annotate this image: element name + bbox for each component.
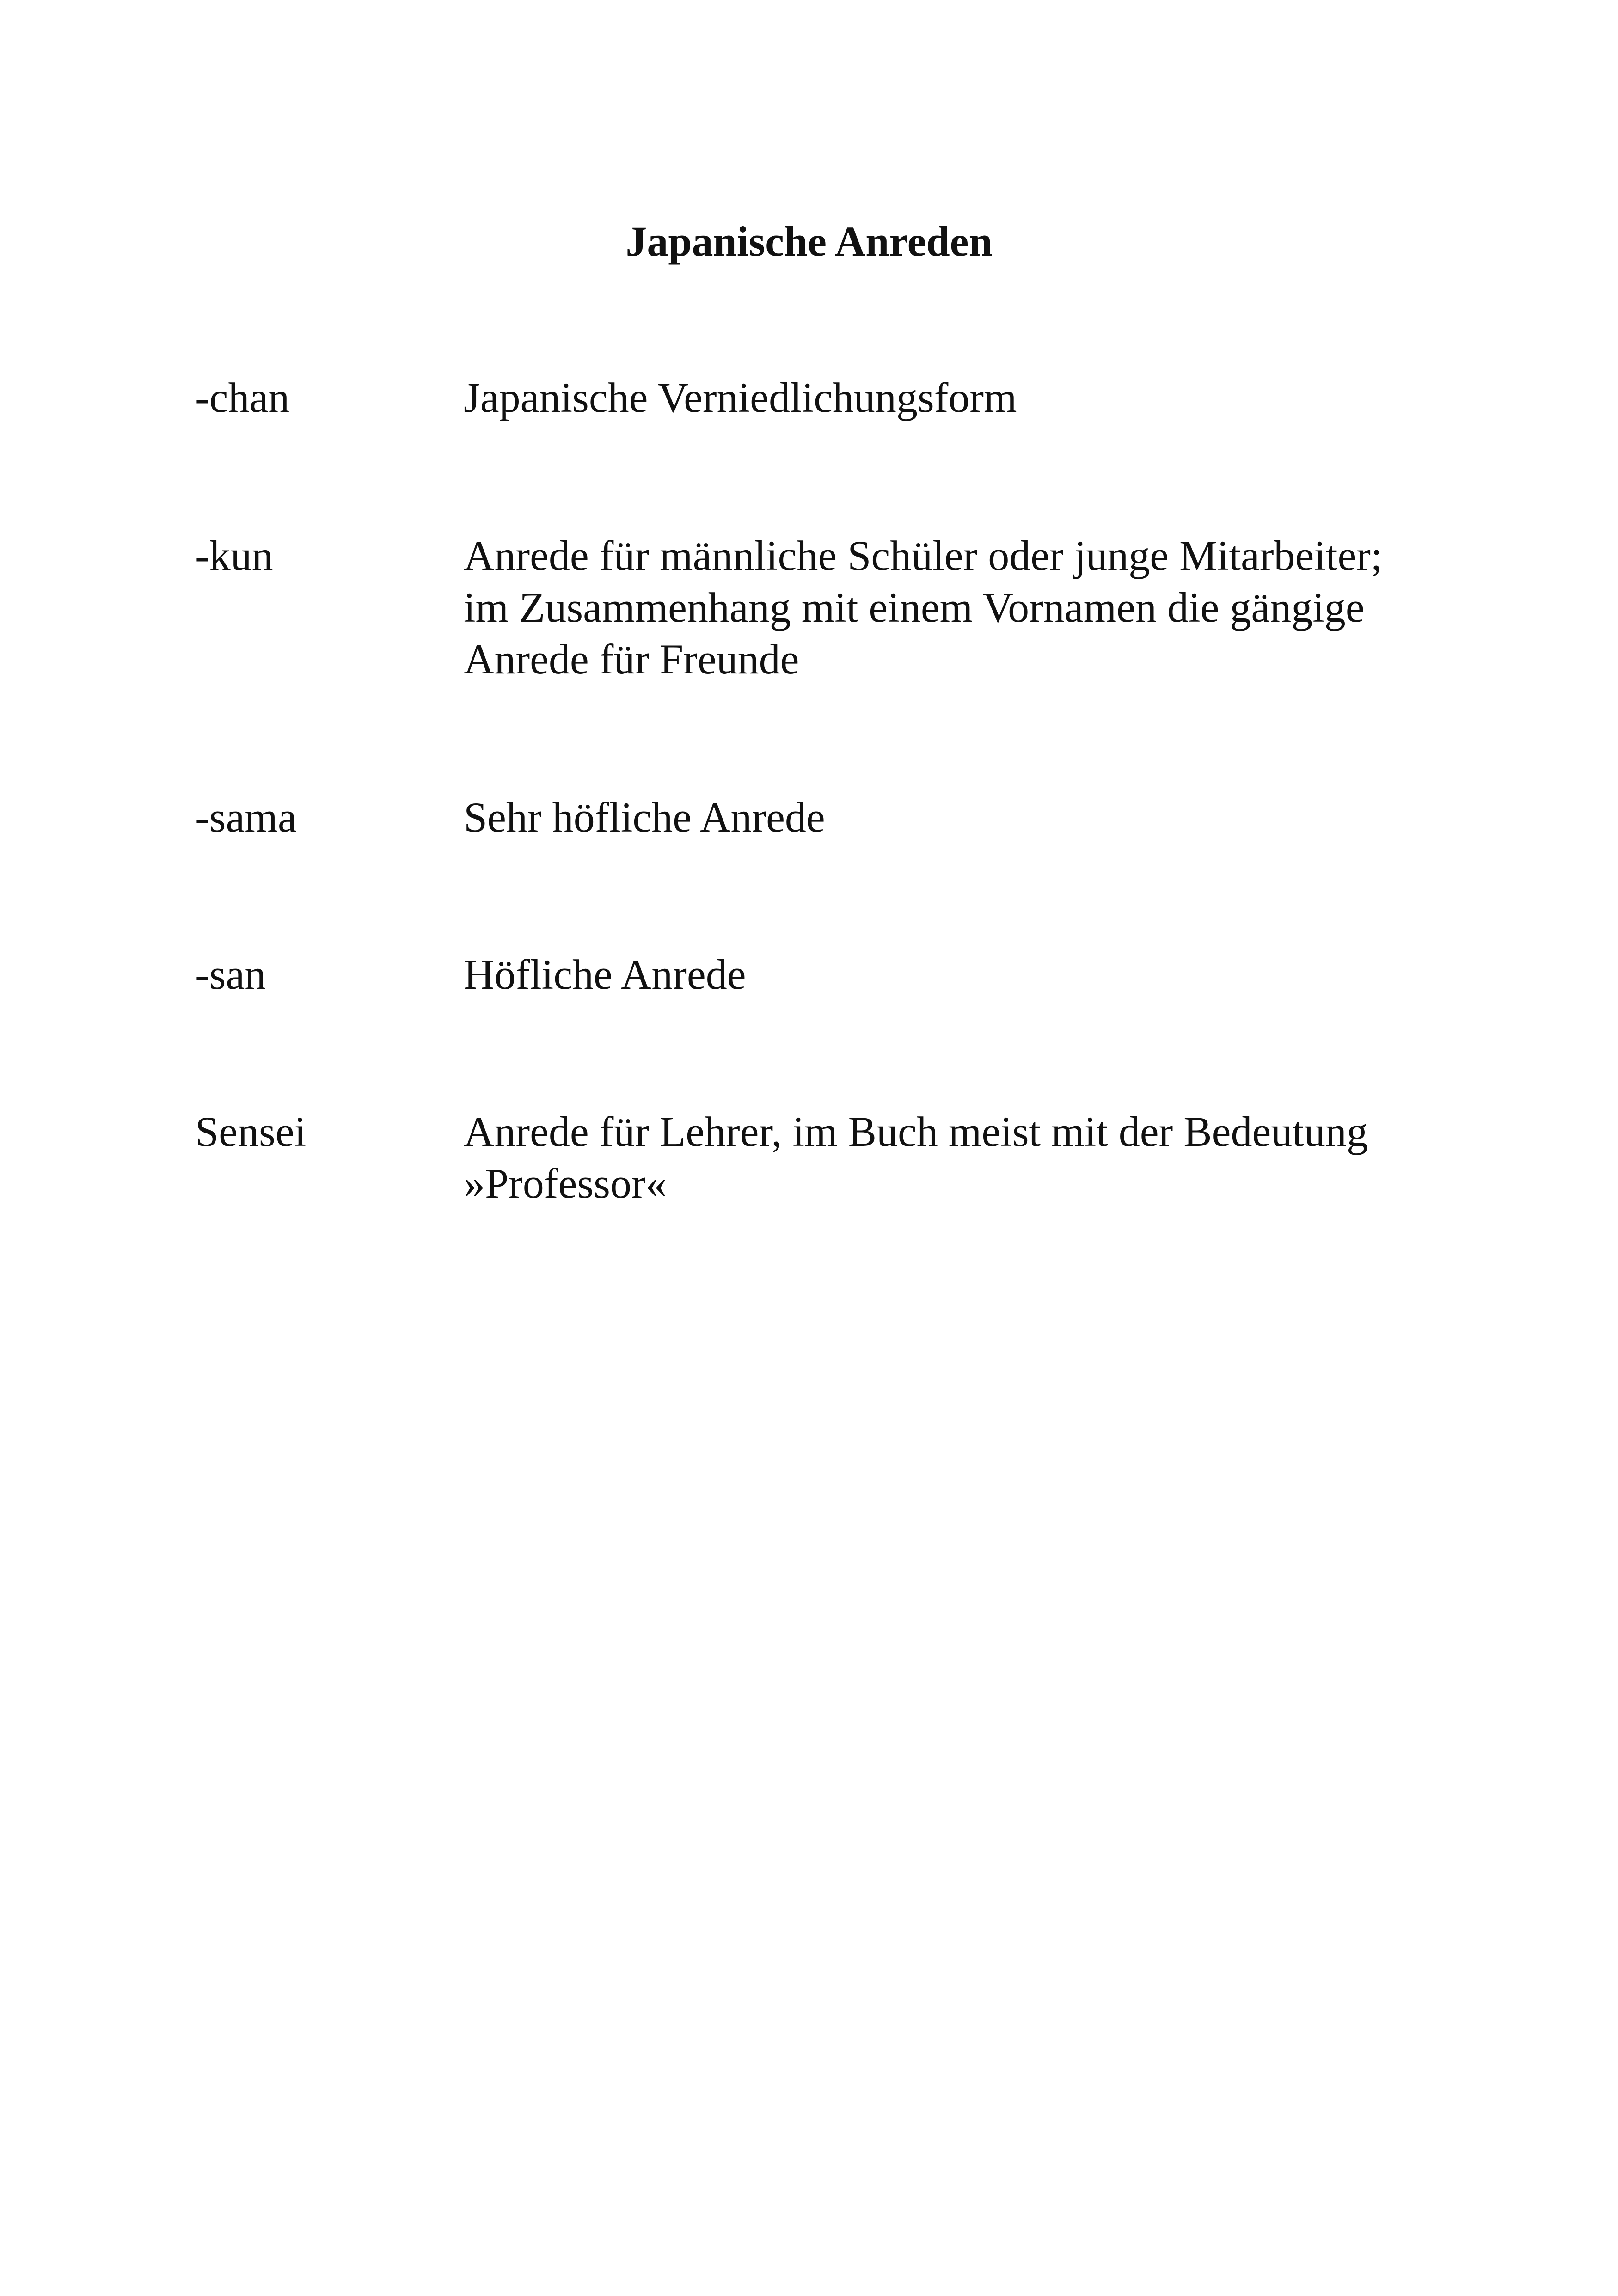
glossary-term: -chan — [195, 374, 290, 421]
definition-line: Sehr höfliche Anrede — [464, 794, 825, 841]
glossary-definition — [464, 949, 1481, 1000]
definition-line: im Zusammenhang mit einem Vornamen die gängige — [464, 584, 1365, 631]
definition-line: Anrede für Lehrer, im Buch meist mit der Bedeutung — [464, 1108, 1368, 1155]
glossary-definition — [464, 791, 1481, 843]
definition-line: Anrede für männliche Schüler oder junge Mitarbeiter; — [464, 532, 1383, 579]
glossary-term: Sensei — [195, 1108, 306, 1155]
glossary-definition — [464, 1106, 1481, 1209]
definition-line: Japanische Verniedlichungsform — [464, 374, 1017, 421]
glossary-term: -san — [195, 951, 266, 998]
glossary-term: -sama — [195, 794, 297, 841]
definition-line: »Professor« — [464, 1160, 667, 1207]
definition-line: Anrede für Freunde — [464, 636, 799, 683]
definition-line: Höfliche Anrede — [464, 951, 746, 998]
glossary-term: -kun — [195, 532, 273, 579]
page-title: Japanische Anreden — [625, 218, 993, 265]
glossary-definition — [464, 372, 1481, 423]
glossary-definition — [464, 530, 1481, 685]
